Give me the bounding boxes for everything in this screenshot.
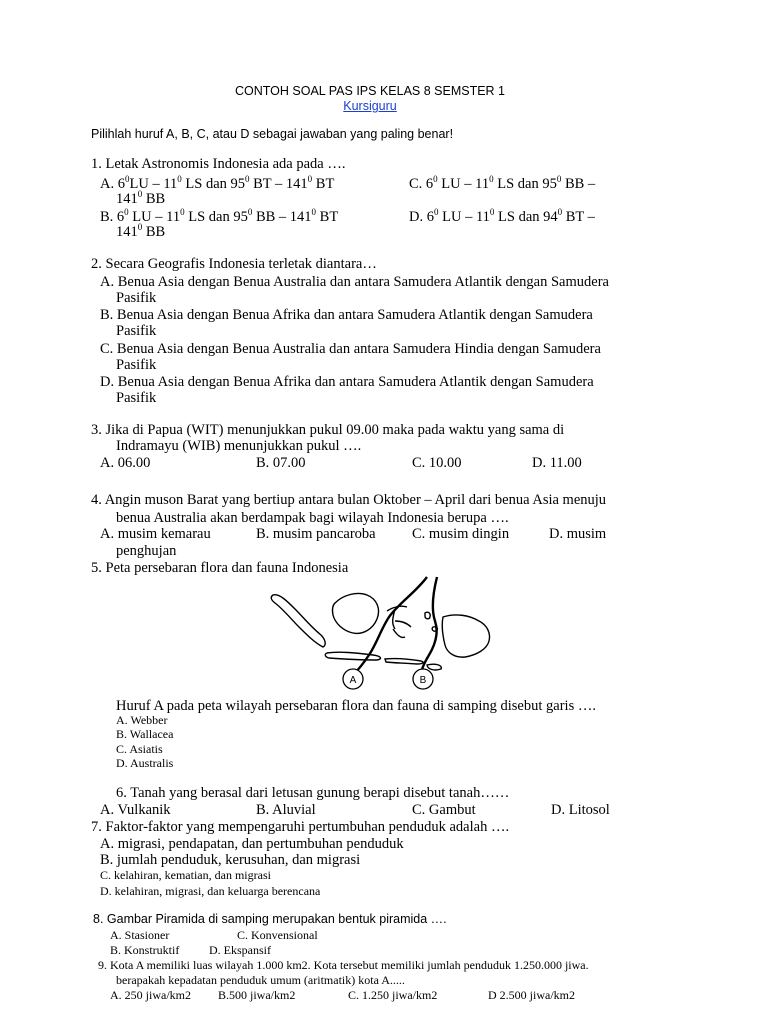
question-4-option-c[interactable]: C. musim dingin (412, 526, 510, 542)
question-3-stem: 3. Jika di Papua (WIT) menunjukkan pukul 09.00 maka pada waktu yang sama di (91, 422, 565, 438)
question-8-stem: 8. Gambar Piramida di samping merupakan bentuk piramida …. (93, 912, 447, 926)
question-8-option-c[interactable]: C. Konvensional (237, 928, 318, 942)
question-9-stem: 9. Kota A memiliki luas wilayah 1.000 km2. Kota tersebut memiliki jumlah penduduk 1.250.000 jiwa. (98, 958, 589, 972)
question-8-option-d[interactable]: D. Ekspansif (209, 943, 271, 957)
question-5-option-a[interactable]: A. Webber (116, 713, 168, 727)
question-4-stem: 4. Angin muson Barat yang bertiup antara bulan Oktober – April dari benua Asia menuju (91, 492, 607, 508)
question-4-stem-cont: benua Australia akan berdampak bagi wilayah Indonesia berupa …. (116, 510, 509, 526)
nusa-tenggara-islands (385, 659, 423, 664)
map-marker-b-label: B (419, 675, 427, 686)
question-9-option-c[interactable]: C. 1.250 jiwa/km2 (348, 988, 438, 1002)
question-2-option-a-cont: Pasifik (116, 290, 157, 306)
flora-fauna-map (265, 573, 495, 693)
question-3-option-b[interactable]: B. 07.00 (256, 455, 306, 471)
question-1-stem: 1. Letak Astronomis Indonesia ada pada …. (91, 156, 346, 172)
question-8-option-b[interactable]: B. Konstruktif (110, 943, 180, 957)
question-1-option-d-cont: $141^0$ BB (116, 222, 166, 240)
question-6-option-a[interactable]: A. Vulkanik (100, 802, 171, 818)
question-1-option-d[interactable]: D. $6^0$ LU – $11^0$ LS dan $94^0$ BT – (409, 207, 595, 225)
question-7-option-d[interactable]: D. kelahiran, migrasi, dan keluarga berencana (100, 884, 321, 898)
question-5-option-b[interactable]: B. Wallacea (116, 727, 174, 741)
question-9-stem-cont: berapakah kepadatan penduduk umum (aritmatik) kota A..... (116, 973, 405, 987)
document-title: CONTOH SOAL PAS IPS KELAS 8 SEMSTER 1 (235, 84, 505, 98)
question-2-option-b[interactable]: B. Benua Asia dengan Benua Afrika dan antara Samudera Atlantik dengan Samudera (100, 307, 593, 323)
question-7-stem: 7. Faktor-faktor yang mempengaruhi pertumbuhan penduduk adalah …. (91, 819, 510, 835)
question-4-option-b[interactable]: B. musim pancaroba (256, 526, 376, 542)
question-8-option-a[interactable]: A. Stasioner (110, 928, 170, 942)
instruction-text: Pilihlah huruf A, B, C, atau D sebagai jawaban yang paling benar! (91, 127, 454, 141)
question-9-option-a[interactable]: A. 250 jiwa/km2 (110, 988, 191, 1002)
sulawesi-island (387, 606, 411, 637)
question-5-question: Huruf A pada peta wilayah persebaran flora dan fauna di samping disebut garis …. (116, 698, 596, 714)
question-6-option-b[interactable]: B. Aluvial (256, 802, 316, 818)
question-4-option-d[interactable]: D. musim (549, 526, 607, 542)
question-3-option-a[interactable]: A. 06.00 (100, 455, 151, 471)
question-6-option-d[interactable]: D. Litosol (551, 802, 610, 818)
question-9-option-d[interactable]: D 2.500 jiwa/km2 (488, 988, 575, 1002)
question-2-option-c-cont: Pasifik (116, 357, 157, 373)
question-1-option-a[interactable]: A. $6^0LU - 11^0$ LS dan $95^0$ BT – $141^0$ BT (100, 174, 335, 192)
java-island (325, 652, 380, 660)
question-7-option-c[interactable]: C. kelahiran, kematian, dan migrasi (100, 868, 271, 882)
question-2-option-c[interactable]: C. Benua Asia dengan Benua Australia dan antara Samudera Hindia dengan Samudera (100, 341, 601, 357)
question-2-option-d-cont: Pasifik (116, 390, 157, 406)
question-2-option-b-cont: Pasifik (116, 323, 157, 339)
source-link[interactable]: Kursiguru (343, 99, 397, 113)
boundary-line-b (421, 577, 437, 675)
question-5-stem: 5. Peta persebaran flora dan fauna Indonesia (91, 560, 349, 576)
question-7-option-b[interactable]: B. jumlah penduduk, kerusuhan, dan migrasi (100, 852, 361, 868)
boundary-lines (353, 577, 437, 675)
question-6-option-c[interactable]: C. Gambut (412, 802, 476, 818)
question-3-option-d[interactable]: D. 11.00 (532, 455, 582, 471)
kalimantan-island (332, 593, 378, 633)
question-6-stem: 6. Tanah yang berasal dari letusan gunung berapi disebut tanah…… (116, 785, 510, 801)
map-marker-a-label: A (349, 675, 357, 686)
question-2-stem: 2. Secara Geografis Indonesia terletak diantara… (91, 256, 377, 272)
source-link-wrapper (0, 99, 740, 113)
timor-island (427, 664, 441, 670)
question-1-option-b[interactable]: B. $6^0$ LU – $11^0$ LS dan $95^0$ BB – $141^0$ BT (100, 207, 339, 225)
question-5-option-c[interactable]: C. Asiatis (116, 742, 163, 756)
question-2-option-d[interactable]: D. Benua Asia dengan Benua Afrika dan antara Samudera Atlantik dengan Samudera (100, 374, 594, 390)
question-1-option-c-cont: $141^0$ BB (116, 189, 166, 207)
question-4-option-a[interactable]: A. musim kemarau (100, 526, 211, 542)
question-1-option-c[interactable]: C. $6^0$ LU – $11^0$ LS dan $95^0$ BB – (409, 174, 596, 192)
question-2-option-a[interactable]: A. Benua Asia dengan Benua Australia dan antara Samudera Atlantik dengan Samudera (100, 274, 609, 290)
question-7-option-a[interactable]: A. migrasi, pendapatan, dan pertumbuhan penduduk (100, 836, 404, 852)
question-4-option-d-cont: penghujan (116, 543, 177, 559)
question-3-option-c[interactable]: C. 10.00 (412, 455, 462, 471)
question-3-stem-cont: Indramayu (WIB) menunjukkan pukul …. (116, 438, 362, 454)
question-5-option-d[interactable]: D. Australis (116, 756, 174, 770)
question-9-option-b[interactable]: B.500 jiwa/km2 (218, 988, 296, 1002)
sumatra-island (271, 595, 325, 647)
papua-island (442, 615, 489, 657)
